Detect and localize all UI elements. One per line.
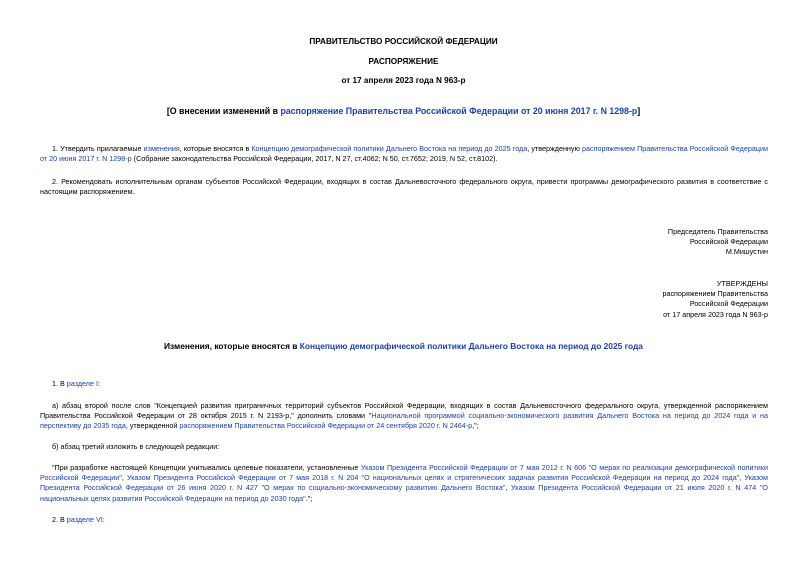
quote-text-5: ."; [305, 493, 313, 503]
title-suffix: ] [637, 106, 641, 116]
approved-block [662, 279, 768, 320]
p1-link-order[interactable]: распоряжением Правительства Российской Федерации от 20 июня 2017 г. N 1298-р [40, 144, 768, 164]
quote-text-3: , [739, 473, 745, 483]
item-1-text: 1. В [52, 379, 67, 388]
item-1 [40, 379, 768, 389]
item-2-link[interactable]: разделе VI [66, 515, 103, 524]
quote-link-decree-204[interactable]: Указом Президента Российской Федерации от 7 мая 2018 г. N 204 "О национальных целях и стратегических задачах развития Российской Федерации на период до 2024 года" [126, 473, 740, 483]
item-1a-link-order[interactable]: распоряжением Правительства Российской Федерации от 24 сентября 2020 г. N 2464-р [179, 421, 473, 431]
document-title [0, 105, 807, 117]
item-1b: б) абзац третий изложить в следующей редакции: [52, 442, 220, 451]
signature-line-1: Председатель Правительства [667, 227, 768, 236]
changes-title [0, 341, 807, 353]
paragraph-2: 2. Рекомендовать исполнительным органам субъектов Российской Федерации, входящих в состав Дальневосточного федерального округа, привести программы демографического развития в соответствие с настоящим распоряжением. [40, 177, 768, 197]
signature-block [668, 227, 768, 258]
document-type: РАСПОРЯЖЕНИЕ [368, 57, 439, 66]
signature-line-3: М.Мишустин [725, 247, 768, 257]
p1-text-1: 1. Утвердить прилагаемые [52, 144, 144, 153]
paragraph-1 [40, 144, 768, 164]
quote-text-4: , [505, 483, 512, 493]
quote-link-decree-606[interactable]: Указом Президента Российской Федерации от 7 мая 2012 г. N 606 "О мерах по реализации демографической политики Российской Федерации" [40, 463, 768, 483]
changes-title-prefix: Изменения, которые вносятся в [164, 341, 300, 351]
approved-line-4: от 17 апреля 2023 года N 963-р [663, 309, 768, 319]
approved-line-2: распоряжением Правительства [662, 289, 768, 299]
quote-link-decree-427[interactable]: Указом Президента Российской Федерации от 26 июня 2020 г. N 427 "О мерах по социально-экономическому развитию Дальнего Востока" [40, 473, 768, 493]
quote-text-1: "При разработке настоящей Концепции учитывались целевые показатели, установленные [52, 463, 361, 472]
p1-text-4: (Собрание законодательства Российской Федерации, 2017, N 27, ст.4062; N 50, ст.7652; 2019, N 52, ст.8102). [131, 154, 498, 164]
p1-link-concept[interactable]: Концепцию демографической политики Дальнего Востока на период до 2025 года [251, 144, 528, 153]
item-1a-text-3: ,"; [472, 421, 479, 431]
item-1a [40, 401, 768, 432]
item-1a-text-1: а) абзац второй после слов "Концепцией развития приграничных территорий субъектов Российской Федерации, входящих в состав Дальневосточного федерального округа, утвержденной распоряжением Правительства Российской Федерации от 28 октября 2015 г. N 2193-р," дополнить словами " [40, 401, 768, 421]
item-1a-text-2: , утвержденной [125, 421, 180, 431]
government-header: ПРАВИТЕЛЬСТВО РОССИЙСКОЙ ФЕДЕРАЦИИ [309, 37, 498, 46]
document-date: от 17 апреля 2023 года N 963-р [341, 76, 466, 85]
title-link[interactable]: распоряжение Правительства Российской Федерации от 20 июня 2017 г. N 1298-р [280, 106, 638, 116]
changes-title-link[interactable]: Концепцию демографической политики Дальнего Востока на период до 2025 года [299, 341, 643, 351]
approved-line-3: Российской Федерации [689, 299, 768, 309]
approved-line-1: УТВЕРЖДЕНЫ [716, 279, 768, 288]
item-2 [40, 515, 768, 525]
p1-text-2: , которые вносятся в [179, 144, 252, 153]
p1-link-changes[interactable]: изменения [143, 144, 180, 153]
item-1a-link-program[interactable]: Национальной программой социально-экономического развития Дальнего Востока на период до 2024 года и на перспективу до 2035 года [40, 411, 768, 431]
item-2-suffix: : [102, 515, 105, 524]
signature-line-2: Российской Федерации [689, 237, 768, 247]
item-2-text: 2. В [52, 515, 67, 524]
quote-paragraph [40, 463, 768, 504]
item-1-suffix: : [98, 379, 100, 388]
item-1-link[interactable]: разделе I [66, 379, 98, 388]
quote-text-2: , [121, 473, 127, 483]
quote-link-decree-474[interactable]: Указом Президента Российской Федерации от 21 июля 2020 г. N 474 "О национальных целях развития Российской Федерации на период до 2030 года" [40, 483, 768, 503]
p1-text-3: , утвержденную [527, 144, 582, 153]
title-prefix: [О внесении изменений в [166, 106, 281, 116]
